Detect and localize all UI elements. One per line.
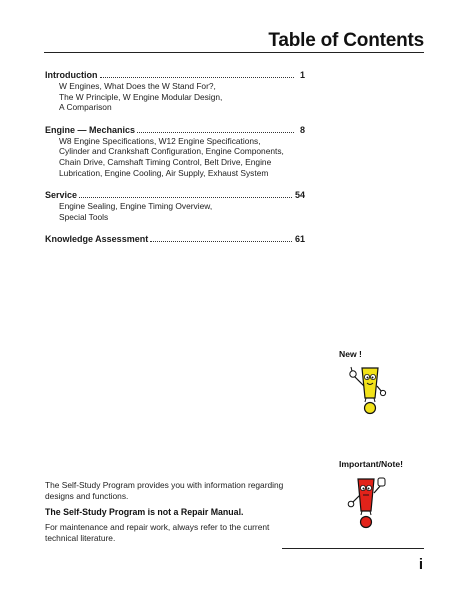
red-exclamation-mascot-icon bbox=[344, 473, 388, 533]
toc-entry-service[interactable] bbox=[45, 190, 305, 222]
subtopic-line: The W Principle, W Engine Modular Design, bbox=[59, 91, 223, 102]
page-number: i bbox=[418, 556, 423, 573]
note-warning: The Self-Study Program is not a Repair Manual. bbox=[45, 506, 244, 517]
subtopic-line: Special Tools bbox=[59, 211, 109, 222]
toc-entry-knowledge-assessment[interactable] bbox=[45, 234, 305, 245]
note-intro: The Self-Study Program provides you with information regarding designs and functions. bbox=[45, 480, 284, 501]
leader-dots bbox=[137, 132, 294, 133]
toc-entry-subtopics bbox=[45, 201, 305, 222]
toc-entry-title: Service bbox=[45, 190, 78, 201]
toc-entry-title: Knowledge Assessment bbox=[45, 234, 149, 245]
subtopic-line: Lubrication, Engine Cooling, Air Supply, Exhaust System bbox=[59, 167, 269, 178]
new-label: New ! bbox=[339, 349, 362, 359]
toc-entry-introduction[interactable] bbox=[45, 70, 305, 113]
important-note-label: Important/Note! bbox=[339, 459, 403, 469]
leader-dots bbox=[100, 77, 295, 78]
toc-entry-engine-mechanics[interactable] bbox=[45, 125, 305, 178]
subtopic-line: Engine Sealing, Engine Timing Overview, bbox=[59, 201, 213, 212]
mascot-dot bbox=[365, 403, 376, 414]
self-study-note bbox=[45, 480, 285, 549]
mascot-dot bbox=[361, 517, 372, 528]
yellow-exclamation-mascot-icon bbox=[344, 362, 388, 420]
leader-dots bbox=[150, 241, 292, 242]
toc-entry-page: 8 bbox=[299, 124, 305, 135]
title-rule bbox=[44, 52, 424, 53]
page-title: Table of Contents bbox=[268, 30, 424, 51]
toc-entry-page: 61 bbox=[294, 234, 305, 245]
subtopic-line: W Engines, What Does the W Stand For?, bbox=[59, 81, 216, 91]
toc-entry-page: 54 bbox=[294, 190, 305, 201]
toc-entry-page: 1 bbox=[299, 70, 305, 80]
toc-entry-subtopics bbox=[45, 81, 305, 113]
toc-entry-title: Introduction bbox=[45, 70, 98, 80]
mascot-body bbox=[362, 368, 378, 398]
note-advice: For maintenance and repair work, always refer to the current technical literature. bbox=[45, 522, 270, 544]
footer-rule bbox=[282, 548, 424, 549]
subtopic-line: Cylinder and Crankshaft Configuration, Engine Components, bbox=[59, 146, 284, 157]
toc-list bbox=[45, 70, 305, 257]
leader-dots bbox=[79, 197, 292, 198]
subtopic-line: A Comparison bbox=[59, 102, 112, 113]
toc-entry-title: Engine — Mechanics bbox=[45, 124, 136, 135]
subtopic-line: Chain Drive, Camshaft Timing Control, Belt Drive, Engine bbox=[59, 156, 272, 167]
toc-entry-subtopics bbox=[45, 136, 305, 178]
subtopic-line: W8 Engine Specifications, W12 Engine Specifications, bbox=[59, 135, 261, 146]
